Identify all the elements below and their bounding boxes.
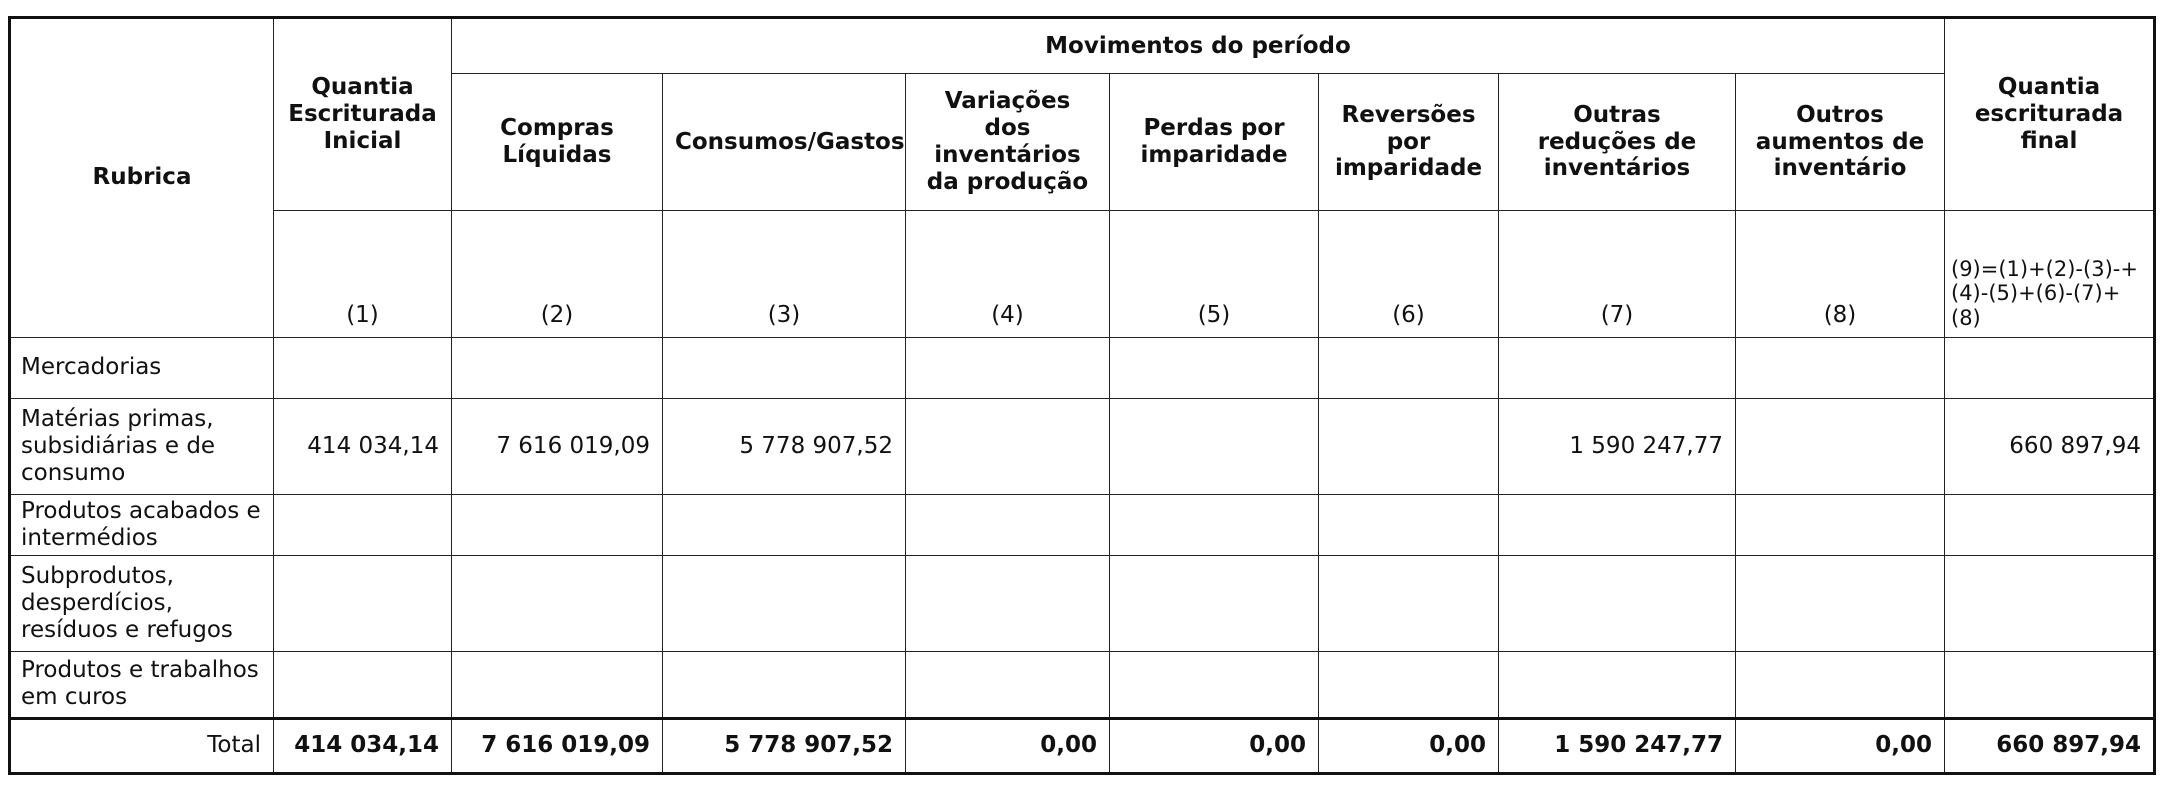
table-cell xyxy=(452,651,663,718)
table-cell xyxy=(452,337,663,398)
table-cell xyxy=(1499,556,1736,652)
table-cell xyxy=(1736,337,1945,398)
table-cell xyxy=(1319,494,1499,555)
total-cell: 660 897,94 xyxy=(1945,718,2155,774)
total-cell: 7 616 019,09 xyxy=(452,718,663,774)
table-cell xyxy=(1319,651,1499,718)
inventory-movements-table xyxy=(8,16,2156,775)
table-cell xyxy=(906,651,1110,718)
table-cell xyxy=(1110,651,1319,718)
table-cell xyxy=(1945,556,2155,652)
table-cell xyxy=(452,556,663,652)
table-cell xyxy=(1945,337,2155,398)
table-cell xyxy=(1319,556,1499,652)
table-cell xyxy=(1736,494,1945,555)
table-cell xyxy=(1110,556,1319,652)
header-reversoes-imparidade: Reversões por imparidade xyxy=(1319,74,1499,210)
header-variacoes-inventarios: Variações dos inventários da produção xyxy=(906,74,1110,210)
total-cell: 0,00 xyxy=(1736,718,1945,774)
header-movimentos-periodo: Movimentos do período xyxy=(452,18,1945,74)
index-7: (7) xyxy=(1499,210,1736,337)
table-cell xyxy=(452,494,663,555)
table-cell xyxy=(663,494,906,555)
table-cell xyxy=(663,556,906,652)
table-cell xyxy=(906,399,1110,495)
index-4: (4) xyxy=(906,210,1110,337)
row-label: Mercadorias xyxy=(10,337,274,398)
table-cell xyxy=(906,556,1110,652)
total-cell: 5 778 907,52 xyxy=(663,718,906,774)
total-cell: 0,00 xyxy=(1319,718,1499,774)
table-cell xyxy=(1945,494,2155,555)
table-row xyxy=(10,494,2155,555)
table-cell xyxy=(1319,399,1499,495)
table-cell xyxy=(1736,399,1945,495)
index-9-formula: (9)=(1)+(2)-(3)-+(4)-(5)+(6)-(7)+(8) xyxy=(1945,210,2155,337)
table-row xyxy=(10,337,2155,398)
table-cell xyxy=(906,337,1110,398)
table-cell xyxy=(1499,494,1736,555)
table-cell xyxy=(663,651,906,718)
table-cell xyxy=(274,494,452,555)
header-perdas-imparidade: Perdas por imparidade xyxy=(1110,74,1319,210)
table-cell xyxy=(1110,494,1319,555)
total-cell: 0,00 xyxy=(906,718,1110,774)
index-2: (2) xyxy=(452,210,663,337)
index-1: (1) xyxy=(274,210,452,337)
table-row xyxy=(10,651,2155,718)
table-cell xyxy=(1499,651,1736,718)
row-label: Matérias primas, subsidiárias e de consumo xyxy=(10,399,274,495)
table-row xyxy=(10,399,2155,495)
table-cell xyxy=(274,337,452,398)
table-cell xyxy=(1110,399,1319,495)
row-label: Subprodutos, desperdícios, resíduos e refugos xyxy=(10,556,274,652)
table-cell xyxy=(274,651,452,718)
total-cell: 0,00 xyxy=(1110,718,1319,774)
table-cell xyxy=(1499,337,1736,398)
table-cell xyxy=(663,337,906,398)
table-cell xyxy=(1736,651,1945,718)
header-quantia-inicial: Quantia Escriturada Inicial xyxy=(274,18,452,211)
header-outros-aumentos: Outros aumentos de inventário xyxy=(1736,74,1945,210)
table-cell xyxy=(274,556,452,652)
index-5: (5) xyxy=(1110,210,1319,337)
table-cell xyxy=(1736,556,1945,652)
table-cell: 414 034,14 xyxy=(274,399,452,495)
header-quantia-final: Quantia escriturada final xyxy=(1945,18,2155,211)
table-cell xyxy=(906,494,1110,555)
index-6: (6) xyxy=(1319,210,1499,337)
header-consumos-gastos: Consumos/Gastos xyxy=(663,74,906,210)
table-row xyxy=(10,556,2155,652)
total-cell: 1 590 247,77 xyxy=(1499,718,1736,774)
index-8: (8) xyxy=(1736,210,1945,337)
table-cell xyxy=(1945,651,2155,718)
table-cell: 7 616 019,09 xyxy=(452,399,663,495)
table-cell: 660 897,94 xyxy=(1945,399,2155,495)
table-cell xyxy=(1319,337,1499,398)
index-3: (3) xyxy=(663,210,906,337)
total-cell: 414 034,14 xyxy=(274,718,452,774)
table-cell: 5 778 907,52 xyxy=(663,399,906,495)
table-cell xyxy=(1110,337,1319,398)
total-label: Total xyxy=(10,718,274,774)
header-compras-liquidas: Compras Líquidas xyxy=(452,74,663,210)
header-rubrica: Rubrica xyxy=(10,18,274,338)
table-cell: 1 590 247,77 xyxy=(1499,399,1736,495)
header-outras-reducoes: Outras reduções de inventários xyxy=(1499,74,1736,210)
row-label: Produtos acabados e intermédios xyxy=(10,494,274,555)
row-label: Produtos e trabalhos em curos xyxy=(10,651,274,718)
total-row xyxy=(10,718,2155,774)
